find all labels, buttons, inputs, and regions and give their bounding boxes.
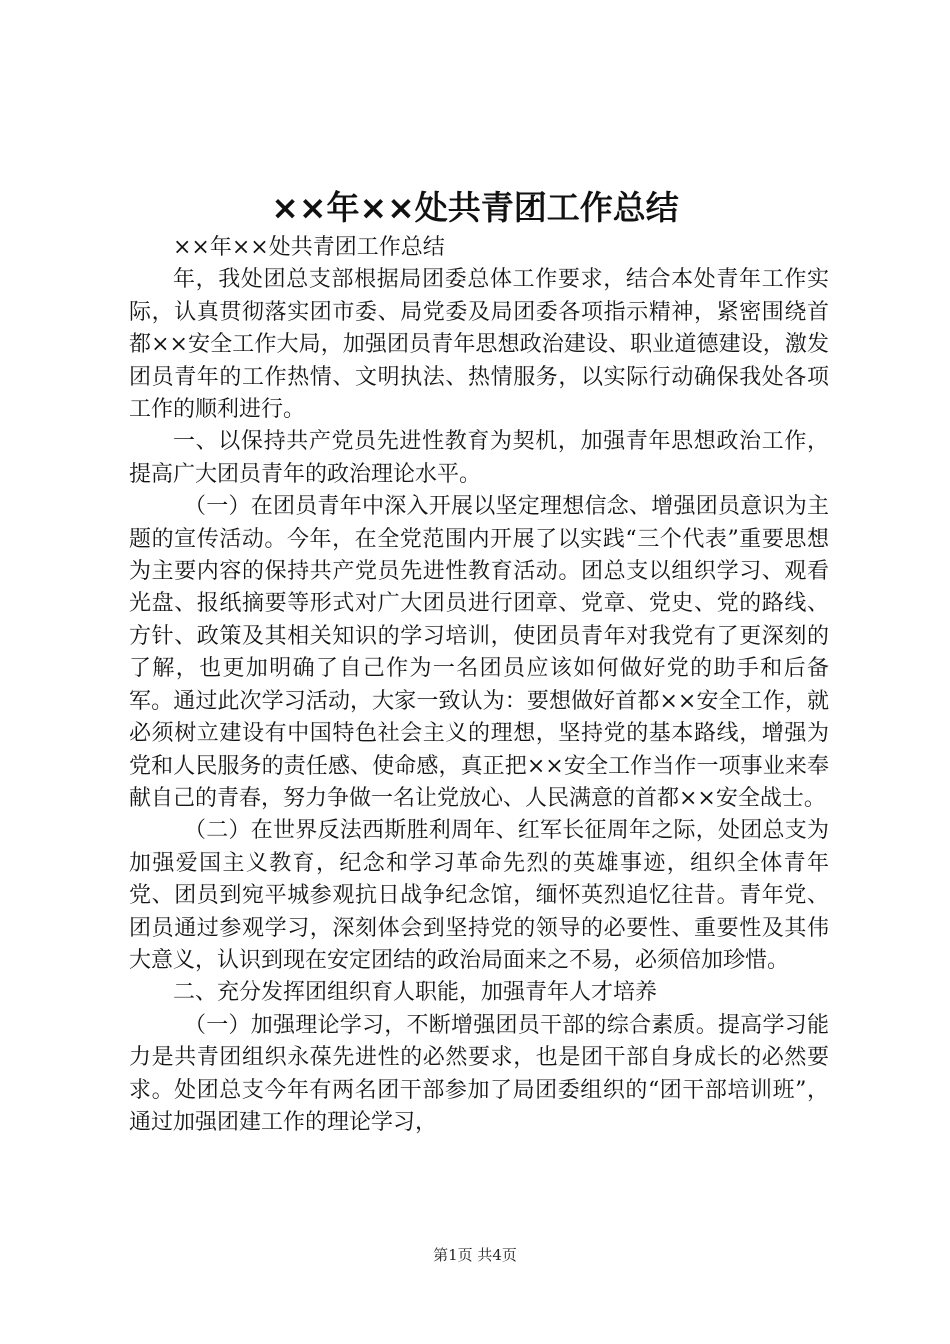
paragraph-intro: 年，我处团总支部根据局团委总体工作要求，结合本处青年工作实际，认真贯彻落实团市委、局党委及局团委各项指示精神，紧密围绕首都××安全工作大局，加强团员青年思想政治建设、职业道德建设，激发团员青年的工作热情、文明执法、热情服务，以实际行动确保我处各项工作的顺利进行。 — [129, 267, 829, 423]
paragraph-section-2-item-1: （一）加强理论学习，不断增强团员干部的综合素质。提高学习能力是共青团组织永葆先进性的必然要求，也是团干部自身成长的必然要求。处团总支今年有两名团干部参加了局团委组织的“团干部培训班”，通过加强团建工作的理论学习， — [129, 1012, 829, 1135]
document-title: ××年××处共青团工作总结 — [271, 188, 679, 227]
document-body — [129, 232, 829, 1139]
paragraph-section-2-heading: 二、充分发挥团组织育人职能，加强青年人才培养 — [173, 980, 658, 1006]
paragraph-heading-repeat: ××年××处共青团工作总结 — [173, 235, 445, 260]
paragraph-section-1-heading: 一、以保持共产党员先进性教育为契机，加强青年思想政治工作，提高广大团员青年的政治理论水平。 — [129, 429, 829, 487]
page-footer: 第1页 共4页 — [433, 1246, 517, 1264]
paragraph-section-1-item-2: （二）在世界反法西斯胜利周年、红军长征周年之际，处团总支为加强爱国主义教育，纪念和学习革命先烈的英雄事迹，组织全体青年党、团员到宛平城参观抗日战争纪念馆，缅怀英烈追忆往昔。青年党、团员通过参观学习，深刻体会到坚持党的领导的必要性、重要性及其伟大意义，认识到现在安定团结的政治局面来之不易，必须倍加珍惜。 — [129, 818, 829, 973]
paragraph-section-1-item-1: （一）在团员青年中深入开展以坚定理想信念、增强团员意识为主题的宣传活动。今年，在全党范围内开展了以实践“三个代表”重要思想为主要内容的保持共产党员先进性教育活动。团总支以组织学习、观看光盘、报纸摘要等形式对广大团员进行团章、党章、党史、党的路线、方针、政策及其相关知识的学习培训，使团员青年对我党有了更深刻的了解，也更加明确了自己作为一名团员应该如何做好党的助手和后备军。通过此次学习活动，大家一致认为：要想做好首都××安全工作，就必须树立建设有中国特色社会主义的理想，坚持党的基本路线，增强为党和人民服务的责任感、使命感，真正把××安全工作当作一项事业来奉献自己的青春，努力争做一名让党放心、人民满意的首都××安全战士。 — [129, 494, 829, 811]
